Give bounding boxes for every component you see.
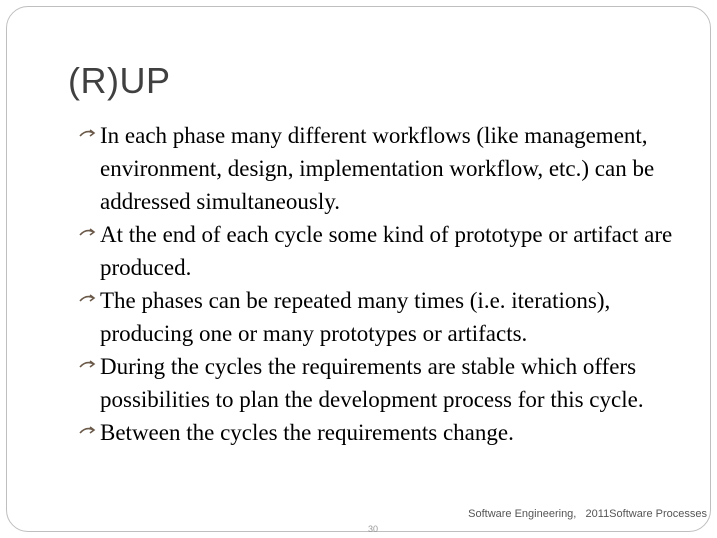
arrow-bullet-icon — [78, 218, 98, 251]
bullet-item — [72, 119, 682, 218]
bullet-item — [72, 416, 682, 449]
bullet-text: The phases can be repeated many times (i.e. iterations), producing one or many prototypes or artifacts. — [100, 288, 611, 346]
arrow-bullet-icon — [78, 119, 98, 152]
bullet-item — [72, 350, 682, 416]
arrow-bullet-icon — [78, 284, 98, 317]
bullet-text: At the end of each cycle some kind of prototype or artifact are produced. — [100, 222, 673, 280]
page-number: 30 — [368, 524, 379, 534]
slide-footer: Software Engineering, 2011Software Processes — [468, 508, 707, 520]
bullet-text: Between the cycles the requirements change. — [100, 420, 514, 445]
bullet-text: During the cycles the requirements are stable which offers possibilities to plan the development process for this cycle. — [100, 354, 644, 412]
bullet-list — [72, 119, 682, 449]
slide-title: (R)UP — [68, 60, 171, 101]
arrow-bullet-icon — [78, 416, 98, 449]
bullet-text: In each phase many different workflows (like management, environment, design, implementation workflow, etc.) can be addressed simultaneously. — [100, 123, 655, 214]
bullet-item — [72, 284, 682, 350]
arrow-bullet-icon — [78, 350, 98, 383]
bullet-item — [72, 218, 682, 284]
